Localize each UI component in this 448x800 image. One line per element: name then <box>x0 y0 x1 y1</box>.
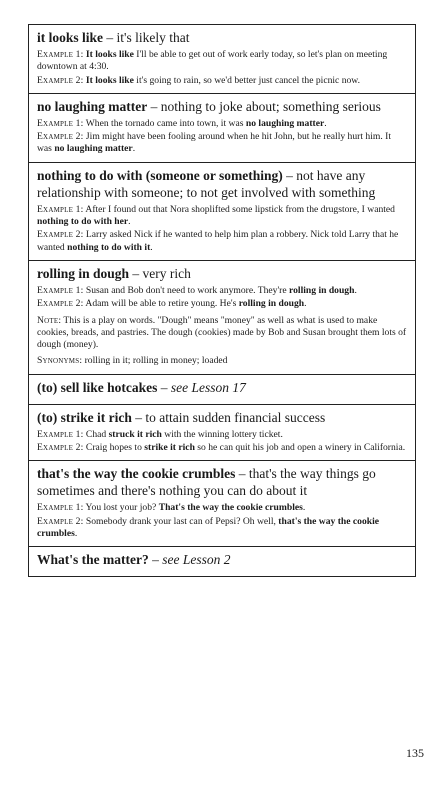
entry-example <box>37 298 407 310</box>
example-text: . <box>324 117 327 129</box>
example-highlight: no laughing matter <box>245 117 325 129</box>
example-label: Example 2: <box>37 131 84 143</box>
entry-synonyms <box>37 355 407 367</box>
page-number: 135 <box>406 746 424 760</box>
entry-example <box>37 442 407 454</box>
glossary-entry <box>29 94 415 163</box>
entry-term: (to) sell like hotcakes <box>37 379 158 395</box>
glossary-entry <box>29 261 415 375</box>
entry-example <box>37 516 407 541</box>
entry-example <box>37 285 407 297</box>
entry-term: no laughing matter <box>37 98 148 114</box>
example-text: You lost your job? <box>83 502 159 514</box>
example-highlight: struck it rich <box>108 428 162 440</box>
entry-heading <box>37 29 407 46</box>
example-label: Example 1: <box>37 117 84 129</box>
example-highlight: rolling in dough <box>289 284 355 296</box>
glossary-entry <box>29 405 415 462</box>
example-label: Example 1: <box>37 428 84 440</box>
example-highlight: rolling in dough <box>238 298 305 310</box>
example-text: . <box>150 241 153 253</box>
example-text: I'll be able to get out of work early today, so let's plan on meeting downtown at 4:30. <box>37 49 388 73</box>
entry-heading <box>37 265 407 282</box>
entry-heading <box>37 167 407 201</box>
example-text: . <box>304 298 307 310</box>
entry-heading <box>37 98 407 115</box>
entry-example <box>37 118 407 130</box>
example-text: . <box>128 216 131 228</box>
example-text: Jim might have been fooling around when he hit John, but he really hurt him. It was <box>37 131 391 155</box>
entry-term: What's the matter? <box>37 552 149 568</box>
example-label: Example 2: <box>37 74 84 86</box>
entry-definition: – that's the way things go sometimes and there's nothing you can do about it <box>37 466 376 499</box>
synonyms-text: rolling in it; rolling in money; loaded <box>82 355 228 367</box>
example-highlight: That's the way the cookie crumbles <box>158 502 303 514</box>
example-text: When the tornado came into town, it was <box>83 117 246 129</box>
note-label: Note: <box>37 314 62 326</box>
glossary-entry <box>29 163 415 261</box>
example-highlight: nothing to do with it <box>67 241 151 253</box>
example-highlight: that's the way the cookie crumbles <box>37 515 380 539</box>
entry-term: rolling in dough <box>37 265 130 281</box>
entry-term: nothing to do with (someone or something) <box>37 167 283 183</box>
example-text: Larry asked Nick if he wanted to help him plan a robbery. Nick told Larry that he wanted <box>37 229 399 253</box>
entry-heading <box>37 465 407 499</box>
entry-definition: – <box>157 379 171 395</box>
example-text: Susan and Bob don't need to work anymore. They're <box>83 284 290 296</box>
entry-example <box>37 131 407 156</box>
example-text: it's going to rain, so we'd better just cancel the picnic now. <box>133 74 361 86</box>
synonyms-label: Synonyms: <box>37 355 83 367</box>
glossary-box <box>28 24 416 577</box>
example-label: Example 2: <box>37 229 84 241</box>
entry-example <box>37 229 407 254</box>
example-label: Example 2: <box>37 442 84 454</box>
entry-term: it looks like <box>37 30 104 45</box>
example-text: Somebody drank your last can of Pepsi? Oh well, <box>83 515 279 527</box>
entry-see-reference: see Lesson 2 <box>162 552 231 568</box>
example-text: . <box>132 143 136 155</box>
example-text: Chad <box>83 428 109 440</box>
example-highlight: strike it rich <box>144 442 195 454</box>
example-highlight: It looks like <box>85 49 134 60</box>
example-text: Craig hopes to <box>83 442 145 454</box>
example-highlight: nothing to do with her <box>37 216 129 228</box>
glossary-entry <box>29 25 415 94</box>
note-text: This is a play on words. "Dough" means "money" as well as what is used to make cookies, breads, and pastries. The dough (cookies) made by Bob and Susan brought them lots of dough (money). <box>37 314 407 351</box>
entry-definition: – nothing to joke about; something serious <box>147 98 381 114</box>
entry-definition: – it's likely that <box>103 30 190 45</box>
entry-definition: – to attain sudden financial success <box>131 409 326 425</box>
entry-definition: – very rich <box>129 265 191 281</box>
example-highlight: It looks like <box>85 74 134 86</box>
example-text: . <box>354 284 357 296</box>
entry-see-reference: see Lesson 17 <box>170 379 246 395</box>
entry-heading <box>37 409 407 426</box>
example-text: After I found out that Nora shoplifted some lipstick from the drugstore, I wanted <box>83 203 395 215</box>
example-text: Adam will be able to retire young. He's <box>83 298 239 310</box>
entry-example <box>37 502 407 514</box>
entry-heading <box>37 379 407 396</box>
glossary-entry <box>29 461 415 547</box>
example-label: Example 2: <box>37 298 84 310</box>
entry-example <box>37 204 407 229</box>
entry-note <box>37 315 407 352</box>
entry-example <box>37 75 407 87</box>
glossary-entry <box>29 375 415 405</box>
entry-example <box>37 429 407 441</box>
entry-heading <box>37 551 407 568</box>
example-highlight: no laughing matter <box>54 143 133 155</box>
entry-example <box>37 49 407 74</box>
example-label: Example 1: <box>37 203 84 215</box>
entry-definition: – not have any relationship with someone; to not get involved with something <box>37 167 376 200</box>
example-label: Example 2: <box>37 515 84 527</box>
entry-term: that's the way the cookie crumbles <box>37 466 236 482</box>
example-text: . <box>302 502 306 514</box>
entry-term: (to) strike it rich <box>37 409 132 425</box>
example-text: so he can quit his job and open a winery in California. <box>194 442 406 454</box>
example-text: . <box>74 527 78 539</box>
example-text: with the winning lottery ticket. <box>161 428 283 440</box>
example-label: Example 1: <box>37 502 84 514</box>
entry-definition: – <box>148 552 163 568</box>
example-label: Example 1: <box>37 49 84 60</box>
glossary-entry <box>29 547 415 576</box>
example-label: Example 1: <box>37 284 84 296</box>
